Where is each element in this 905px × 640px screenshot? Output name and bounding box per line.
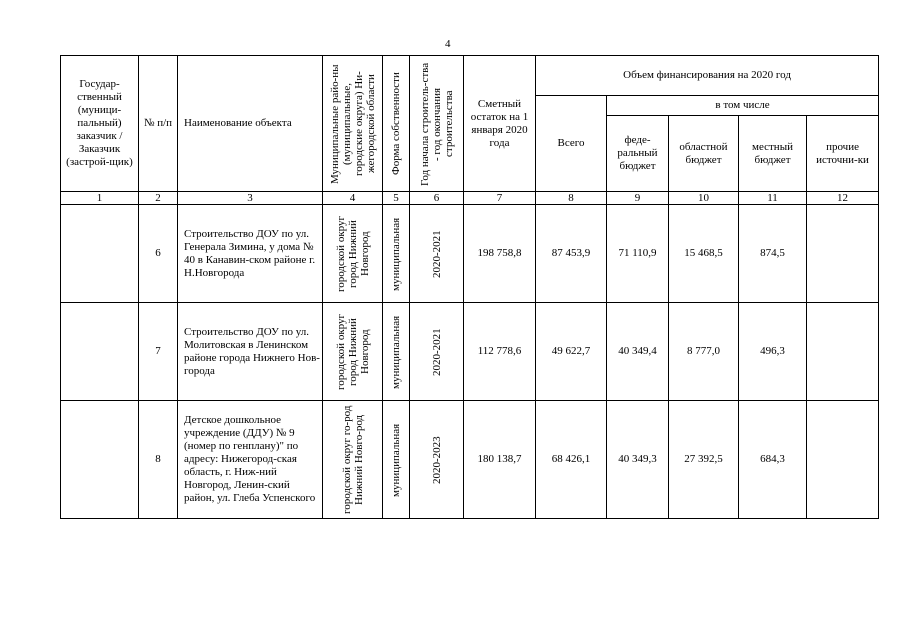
row-years: 2020-2021 [430, 327, 443, 376]
row-balance: 198 758,8 [464, 205, 536, 303]
row-years: 2020-2021 [430, 229, 443, 278]
row-ownership-cell [383, 401, 410, 519]
header-other: прочие источни-ки [807, 116, 879, 192]
row-district-cell [323, 205, 383, 303]
row-years-cell [410, 205, 464, 303]
row-regional: 15 468,5 [669, 205, 739, 303]
row-ownership: муниципальная [390, 216, 402, 291]
header-num: № п/п [139, 56, 178, 192]
row-years-cell [410, 303, 464, 401]
row-ownership: муниципальная [390, 422, 402, 497]
table-row [61, 401, 879, 519]
row-total: 87 453,9 [536, 205, 607, 303]
row-federal: 71 110,9 [607, 205, 669, 303]
financing-table [60, 55, 879, 519]
header-federal: феде-ральный бюджет [607, 116, 669, 192]
row-local: 496,3 [739, 303, 807, 401]
row-total: 49 622,7 [536, 303, 607, 401]
row-district: городской округ город Нижний Новгород [334, 313, 371, 390]
header-row-1 [61, 56, 879, 96]
row-ownership-cell [383, 303, 410, 401]
row-years: 2020-2023 [430, 435, 443, 484]
header-years-cell [410, 56, 464, 192]
row-customer [61, 401, 139, 519]
row-ownership-cell [383, 205, 410, 303]
row-name: Детское дошкольное учреждение (ДДУ) № 9 (номер по генплану)" по адресу: Нижегород-ская область, г. Ниж-ний Новгород, Ленин-ский район, ул. Глеба Успенского [178, 401, 323, 519]
column-index: 12 [807, 192, 879, 205]
row-other [807, 303, 879, 401]
column-index: 10 [669, 192, 739, 205]
header-total: Всего [536, 96, 607, 192]
row-local: 684,3 [739, 401, 807, 519]
row-customer [61, 303, 139, 401]
table-row [61, 303, 879, 401]
row-balance: 180 138,7 [464, 401, 536, 519]
header-balance: Сметный остаток на 1 января 2020 года [464, 56, 536, 192]
header-district-cell [323, 56, 383, 192]
row-other [807, 401, 879, 519]
row-local: 874,5 [739, 205, 807, 303]
header-years: Год начала строитель-ства - год окончания строительства [418, 61, 455, 186]
header-district: Муниципальные райо-ны (муниципальные, городские округа) Ни-жегородской области [328, 63, 377, 184]
header-local: местный бюджет [739, 116, 807, 192]
row-num: 6 [139, 205, 178, 303]
row-num: 7 [139, 303, 178, 401]
row-ownership: муниципальная [390, 314, 402, 389]
header-including: в том числе [607, 96, 879, 116]
row-customer [61, 205, 139, 303]
header-funding: Объем финансирования на 2020 год [536, 56, 879, 96]
column-index: 9 [607, 192, 669, 205]
column-index: 5 [383, 192, 410, 205]
row-num: 8 [139, 401, 178, 519]
header-ownership-cell [383, 56, 410, 192]
row-other [807, 205, 879, 303]
table-row [61, 205, 879, 303]
column-index: 8 [536, 192, 607, 205]
row-district-cell [323, 303, 383, 401]
row-years-cell [410, 401, 464, 519]
column-index: 11 [739, 192, 807, 205]
page-number: 4 [445, 38, 451, 50]
row-regional: 8 777,0 [669, 303, 739, 401]
header-regional: областной бюджет [669, 116, 739, 192]
row-total: 68 426,1 [536, 401, 607, 519]
column-index: 1 [61, 192, 139, 205]
row-regional: 27 392,5 [669, 401, 739, 519]
row-balance: 112 778,6 [464, 303, 536, 401]
row-district-cell [323, 401, 383, 519]
column-index: 6 [410, 192, 464, 205]
header-customer: Государ-ственный (муници-пальный) заказчик / Заказчик (застрой-щик) [61, 56, 139, 192]
row-district: городской округ го-род Нижний Новго-род [340, 405, 365, 514]
header-name: Наименование объекта [178, 56, 323, 192]
column-index-row [61, 192, 879, 205]
column-index: 7 [464, 192, 536, 205]
row-federal: 40 349,3 [607, 401, 669, 519]
row-name: Строительство ДОУ по ул. Молитовская в Ленинском районе города Нижнего Нов-города [178, 303, 323, 401]
column-index: 4 [323, 192, 383, 205]
row-name: Строительство ДОУ по ул. Генерала Зимина, у дома № 40 в Канавин-ском районе г. Н.Новгорода [178, 205, 323, 303]
row-federal: 40 349,4 [607, 303, 669, 401]
row-district: городской округ город Нижний Новгород [334, 215, 371, 292]
header-ownership: Форма собственности [390, 72, 402, 175]
column-index: 3 [178, 192, 323, 205]
column-index: 2 [139, 192, 178, 205]
